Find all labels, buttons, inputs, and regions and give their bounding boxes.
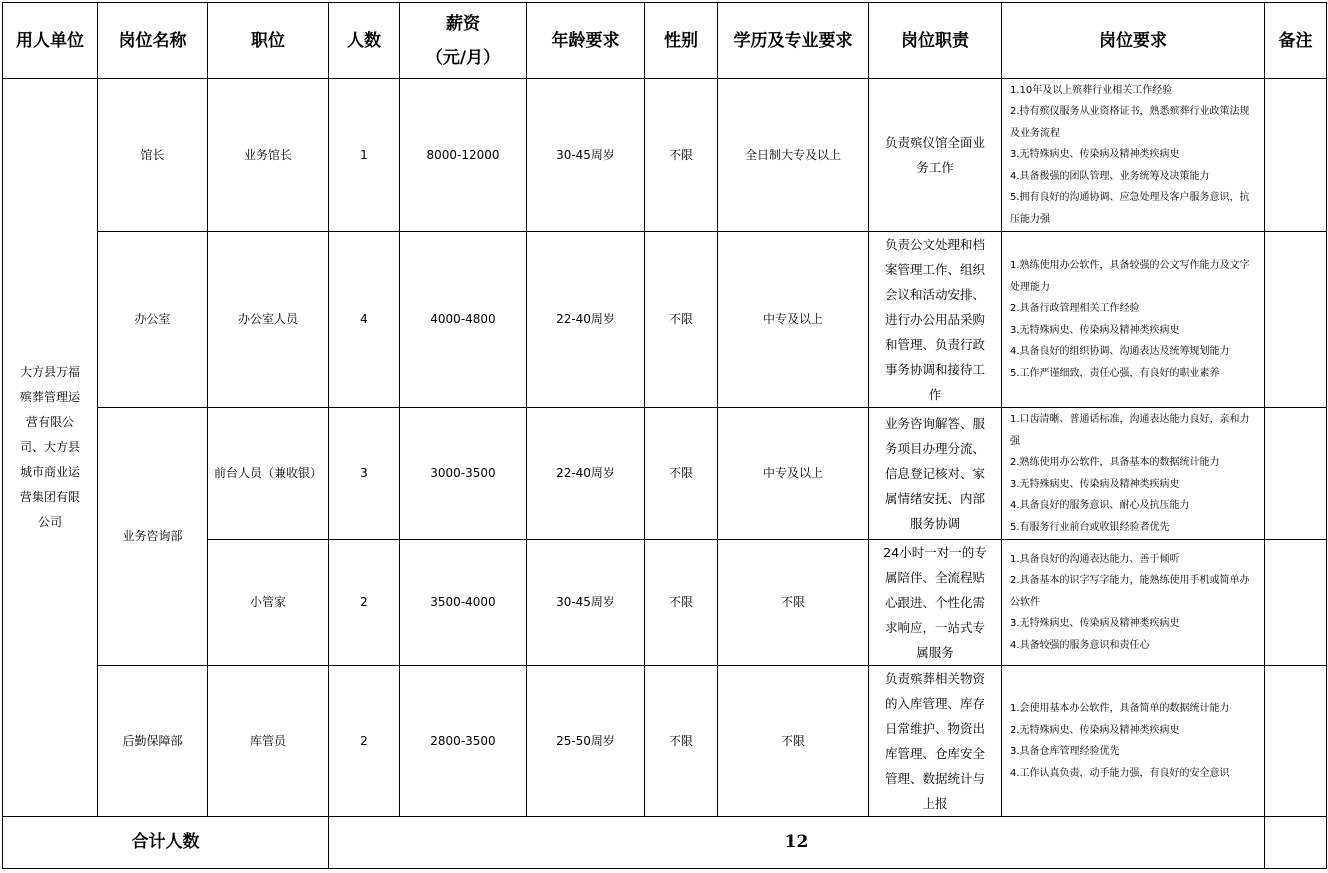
age-cell: 30-45周岁: [527, 79, 645, 232]
requirements-cell: [1002, 408, 1265, 540]
count-cell: 1: [329, 79, 400, 232]
requirement-item: 1.口齿清晰、普通话标准，沟通表达能力良好，亲和力强: [1010, 414, 1250, 447]
gender-cell: 不限: [645, 540, 718, 666]
requirement-item: 3.无特殊病史、传染病及精神类疾病史: [1010, 324, 1180, 336]
requirement-item: 2.熟练使用办公软件，具备基本的数据统计能力: [1010, 457, 1220, 468]
age-cell: 22-40周岁: [527, 232, 645, 408]
header-age: 年龄要求: [527, 3, 645, 79]
employer-unit: 大方县万福殡葬管理运营有限公司、大方县城市商业运营集团有限公司: [3, 79, 98, 817]
requirement-item: 3.无特殊病史、传染病及精神类疾病史: [1010, 618, 1180, 630]
requirement-item: 4.具备较强的服务意识和责任心: [1010, 639, 1150, 651]
total-label: 合计人数: [3, 817, 329, 869]
requirement-item: 3.具备仓库管理经验优先: [1010, 746, 1120, 757]
requirement-item: 2.持有殡仪服务从业资格证书，熟悉殡葬行业政策法规及业务流程: [1010, 106, 1250, 139]
age-cell: 22-40周岁: [527, 408, 645, 540]
total-row: [3, 817, 1327, 869]
table-row: [3, 408, 1327, 540]
requirement-item: 2.具备行政管理相关工作经验: [1010, 303, 1140, 314]
gender-cell: 不限: [645, 232, 718, 408]
header-duty: 岗位职责: [869, 3, 1002, 79]
table-row: [3, 79, 1327, 232]
position-cell: 小管家: [208, 540, 329, 666]
requirement-item: 1.具备良好的沟通表达能力、善于倾听: [1010, 553, 1180, 565]
requirement-item: 4.具备良好的组织协调、沟通表达及统筹规划能力: [1010, 346, 1230, 357]
position-cell: 业务馆长: [208, 79, 329, 232]
salary-cell: 3000-3500: [400, 408, 527, 540]
requirement-item: 5.有服务行业前台或收银经验者优先: [1010, 521, 1170, 533]
remarks-cell: [1265, 232, 1327, 408]
header-salary-line1: 薪资: [446, 13, 480, 34]
gender-cell: 不限: [645, 79, 718, 232]
department-cell: 业务咨询部: [98, 408, 208, 666]
education-cell: 中专及以上: [718, 408, 869, 540]
duty-cell: 业务咨询解答、服务项目办理分流、信息登记核对、家属情绪安抚、内部服务协调: [869, 408, 1002, 540]
header-department: 岗位名称: [98, 3, 208, 79]
table-row: [3, 232, 1327, 408]
header-remarks: 备注: [1265, 3, 1327, 79]
education-cell: 中专及以上: [718, 232, 869, 408]
salary-cell: 8000-12000: [400, 79, 527, 232]
position-cell: 办公室人员: [208, 232, 329, 408]
requirements-cell: [1002, 540, 1265, 666]
count-cell: 3: [329, 408, 400, 540]
count-cell: 4: [329, 232, 400, 408]
requirement-item: 5.工作严谨细致，责任心强，有良好的职业素养: [1010, 367, 1220, 379]
position-cell: 库管员: [208, 666, 329, 817]
header-salary-line2: （元/月）: [425, 47, 501, 68]
table-row: [3, 666, 1327, 817]
requirement-item: 3.无特殊病史、传染病及精神类疾病史: [1010, 149, 1180, 161]
salary-cell: 2800-3500: [400, 666, 527, 817]
position-cell: 前台人员（兼收银）: [208, 408, 329, 540]
gender-cell: 不限: [645, 408, 718, 540]
requirement-item: 1.会使用基本办公软件，具备简单的数据统计能力: [1010, 703, 1230, 714]
header-education: 学历及专业要求: [718, 3, 869, 79]
requirement-item: 3.无特殊病史、传染病及精神类疾病史: [1010, 478, 1180, 490]
requirement-item: 1.熟练使用办公软件，具备较强的公文写作能力及文字处理能力: [1010, 260, 1250, 293]
header-salary: [400, 3, 527, 79]
education-cell: 不限: [718, 540, 869, 666]
header-gender: 性别: [645, 3, 718, 79]
requirement-item: 1.10年及以上殡葬行业相关工作经验: [1010, 84, 1173, 96]
requirement-item: 4.具备极强的团队管理、业务统筹及决策能力: [1010, 170, 1210, 182]
header-count: 人数: [329, 3, 400, 79]
requirement-item: 4.工作认真负责，动手能力强，有良好的安全意识: [1010, 767, 1230, 779]
age-cell: 25-50周岁: [527, 666, 645, 817]
requirement-item: 4.具备良好的服务意识、耐心及抗压能力: [1010, 500, 1190, 511]
remarks-cell: [1265, 540, 1327, 666]
header-row: [3, 3, 1327, 79]
education-cell: 全日制大专及以上: [718, 79, 869, 232]
duty-cell: 24小时一对一的专属陪伴、全流程贴心跟进、个性化需求响应，一站式专属服务: [869, 540, 1002, 666]
remarks-cell: [1265, 79, 1327, 232]
requirements-cell: [1002, 79, 1265, 232]
education-cell: 不限: [718, 666, 869, 817]
department-cell: 后勤保障部: [98, 666, 208, 817]
header-unit: 用人单位: [3, 3, 98, 79]
salary-cell: 4000-4800: [400, 232, 527, 408]
duty-cell: 负责殡葬相关物资的入库管理、库存日常维护、物资出库管理、仓库安全管理、数据统计与上报: [869, 666, 1002, 817]
requirement-item: 2.具备基本的识字写字能力，能熟练使用手机或简单办公软件: [1010, 575, 1250, 608]
gender-cell: 不限: [645, 666, 718, 817]
remarks-cell: [1265, 666, 1327, 817]
requirement-item: 5.拥有良好的沟通协调、应急处理及客户服务意识，抗压能力强: [1010, 192, 1250, 225]
total-value: 12: [329, 817, 1265, 869]
requirements-cell: [1002, 666, 1265, 817]
requirements-cell: [1002, 232, 1265, 408]
count-cell: 2: [329, 540, 400, 666]
remarks-cell: [1265, 408, 1327, 540]
header-requirements: 岗位要求: [1002, 3, 1265, 79]
remarks-cell: [1265, 817, 1327, 869]
duty-cell: 负责殡仪馆全面业务工作: [869, 79, 1002, 232]
salary-cell: 3500-4000: [400, 540, 527, 666]
count-cell: 2: [329, 666, 400, 817]
recruitment-table: [2, 2, 1327, 869]
department-cell: 馆长: [98, 79, 208, 232]
age-cell: 30-45周岁: [527, 540, 645, 666]
duty-cell: 负责公文处理和档案管理工作、组织会议和活动安排、进行办公用品采购和管理、负责行政事务协调和接待工作: [869, 232, 1002, 408]
requirement-item: 2.无特殊病史、传染病及精神类疾病史: [1010, 724, 1180, 736]
department-cell: 办公室: [98, 232, 208, 408]
header-position: 职位: [208, 3, 329, 79]
